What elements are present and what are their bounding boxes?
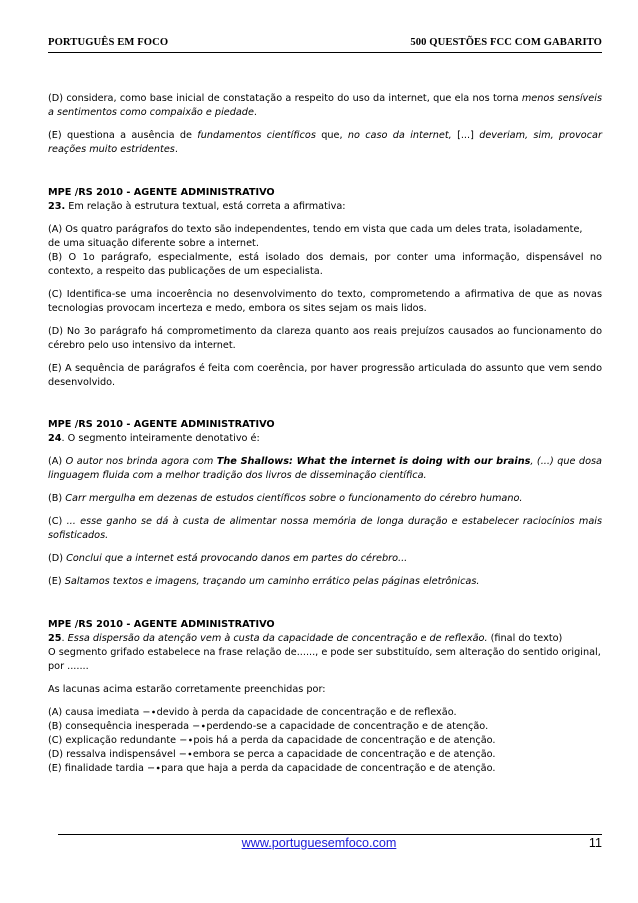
q24-e-italic: Saltamos textos e imagens, traçando um caminho errático pelas páginas eletrônicas. bbox=[64, 576, 480, 587]
q25-lacunas: As lacunas acima estarão corretamente preenchidas por: bbox=[48, 684, 326, 695]
q24-a-italic-2: , (...) que dosa linguagem fluida com a melhor tradição dos livros de disseminação científica. bbox=[48, 456, 602, 481]
q24-b-label: (B) bbox=[48, 493, 66, 504]
q24-heading: MPE /RS 2010 - AGENTE ADMINISTRATIVO bbox=[48, 419, 275, 430]
q25-stem-tail: (final do texto) bbox=[487, 633, 563, 644]
q24-a-book-title: The Shallows: What the internet is doing with our brains bbox=[216, 456, 531, 467]
q23-a-line-1: (A) Os quatro parágrafos do texto são independentes, tendo em vista que cada um deles trata, isoladamente, bbox=[48, 224, 583, 235]
q25-stem-italic: Essa dispersão da atenção vem à custa da capacidade de concentração e de reflexão. bbox=[67, 633, 488, 644]
page-number: 11 bbox=[588, 836, 602, 850]
q24-c-italic: ... esse ganho se dá à custa de alimentar nossa memória de longa duração e estabelecer raciocínios mais sofisticados. bbox=[48, 516, 602, 541]
header-subtitle: 500 QUESTÕES FCC COM GABARITO bbox=[410, 37, 602, 48]
footer-website-link[interactable]: www.portuguesemfoco.com bbox=[241, 836, 397, 850]
q25-stem bbox=[48, 632, 602, 646]
q24-option-a bbox=[48, 455, 602, 483]
q24-c-label: (C) bbox=[48, 516, 67, 527]
q24-d-label: (D) bbox=[48, 553, 67, 564]
q22-e-text-2: que, bbox=[315, 130, 348, 141]
header-title: PORTUGUÊS EM FOCO bbox=[48, 37, 169, 48]
q25-number: 25 bbox=[48, 633, 62, 644]
q23-option-e: (E) A sequência de parágrafos é feita com coerência, por haver progressão articulada do assunto que vem sendo desenvolvido. bbox=[48, 363, 602, 388]
q22-d-italic: menos sensíveis a sentimentos como compaixão e piedade bbox=[48, 93, 602, 118]
q24-e-label: (E) bbox=[48, 576, 65, 587]
q24-d-italic: Conclui que a internet está provocando danos em partes do cérebro... bbox=[66, 553, 408, 564]
q24-stem-text: . O segmento inteiramente denotativo é: bbox=[61, 433, 260, 444]
q25-line-3: por ....... bbox=[48, 661, 89, 672]
q24-a-italic-1: O autor nos brinda agora com bbox=[65, 456, 217, 467]
q22-e-italic-3: deveriam, sim, provocar reações muito estridentes bbox=[48, 130, 602, 155]
q23-option-b: (B) O 1o parágrafo, especialmente, está isolado dos demais, por conter uma informação, dispensável no contexto, a respeito das publicações de um especialista. bbox=[48, 252, 602, 277]
q23-option-c: (C) Identifica-se uma incoerência no desenvolvimento do texto, comprometendo a afirmativa de que as novas tecnologias provocam incerteza e medo, embora os sites sejam os mais lidos. bbox=[48, 289, 602, 314]
q23-a-line-2: de uma situação diferente sobre a internet. bbox=[48, 238, 259, 249]
q24-option-e bbox=[48, 575, 602, 589]
q25-option-d: (D) ressalva indispensável −∙embora se perca a capacidade de concentração e de atenção. bbox=[48, 749, 496, 760]
q24-number: 24 bbox=[48, 433, 62, 444]
q25-option-c: (C) explicação redundante −∙pois há a perda da capacidade de concentração e de atenção. bbox=[48, 735, 496, 746]
q23-option-d: (D) No 3o parágrafo há comprometimento da clareza quanto aos reais prejuízos causados ao funcionamento do cérebro pelo uso intensivo da internet. bbox=[48, 326, 602, 351]
q24-option-b bbox=[48, 492, 602, 506]
q25-option-e: (E) finalidade tardia −∙para que haja a perda da capacidade de concentração e de atenção. bbox=[48, 763, 496, 774]
q24-stem bbox=[48, 432, 602, 446]
q22-d-end: . bbox=[253, 107, 258, 118]
q24-a-label: (A) bbox=[48, 456, 66, 467]
q25-option-a: (A) causa imediata −∙devido à perda da capacidade de concentração e de reflexão. bbox=[48, 707, 457, 718]
header-rule bbox=[48, 52, 602, 53]
q22-e-text-3: [...] bbox=[451, 130, 480, 141]
q22-e-italic-2: no caso da internet, bbox=[347, 130, 452, 141]
q22-option-e bbox=[48, 129, 602, 157]
q23-heading: MPE /RS 2010 - AGENTE ADMINISTRATIVO bbox=[48, 187, 275, 198]
q22-d-text: (D) considera, como base inicial de constatação a respeito do uso da internet, que ela nos torna bbox=[48, 93, 522, 104]
q23-stem-text: Em relação à estrutura textual, está correta a afirmativa: bbox=[65, 201, 346, 212]
q22-option-d bbox=[48, 92, 602, 120]
q25-dot: . bbox=[61, 633, 68, 644]
q24-b-italic: Carr mergulha em dezenas de estudos científicos sobre o funcionamento do cérebro humano. bbox=[65, 493, 523, 504]
page-content bbox=[48, 92, 602, 776]
q22-e-end: . bbox=[174, 144, 178, 155]
footer-link-wrap bbox=[0, 836, 638, 850]
q24-option-c bbox=[48, 515, 602, 543]
q23-number: 23. bbox=[48, 201, 66, 212]
q22-e-italic-1: fundamentos científicos bbox=[197, 130, 316, 141]
q23-option-a bbox=[48, 223, 602, 251]
page-header bbox=[48, 36, 602, 52]
q24-option-d bbox=[48, 552, 602, 566]
footer-rule bbox=[58, 834, 602, 835]
q25-option-b: (B) consequência inesperada −∙perdendo-se a capacidade de concentração e de atenção. bbox=[48, 721, 489, 732]
q25-line-2: O segmento grifado estabelece na frase relação de......, e pode ser substituído, sem alteração do sentido original, bbox=[48, 647, 601, 658]
q22-e-text: (E) questiona a ausência de bbox=[48, 130, 198, 141]
q25-heading: MPE /RS 2010 - AGENTE ADMINISTRATIVO bbox=[48, 619, 275, 630]
q23-stem bbox=[48, 200, 602, 214]
